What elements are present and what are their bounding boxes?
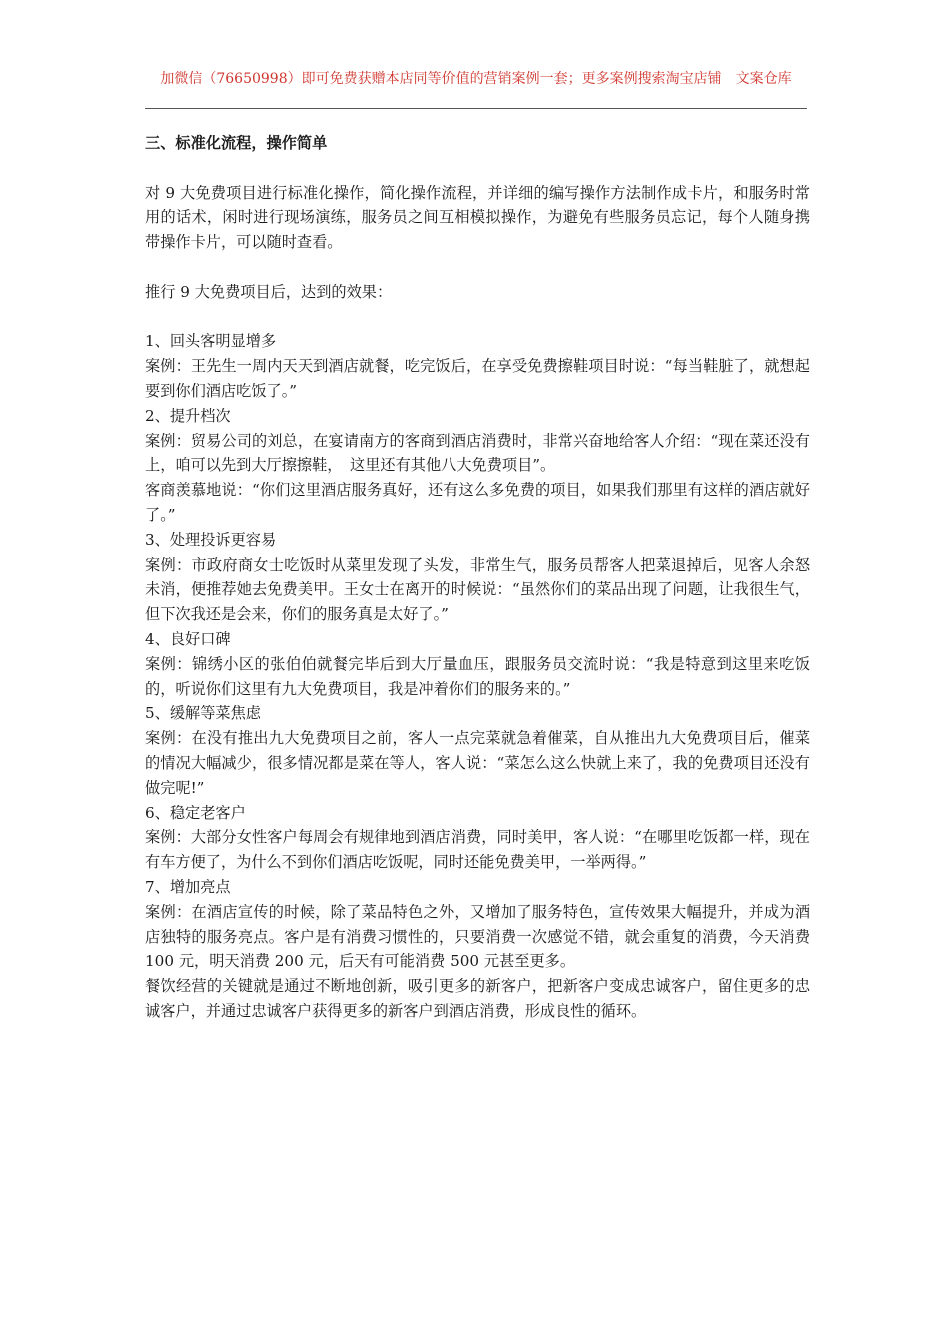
item-heading: 7、增加亮点 — [145, 877, 231, 896]
intro-paragraph: 对 9 大免费项目进行标准化操作，简化操作流程，并详细的编写操作方法制作成卡片，和服务时常用的话术，闲时进行现场演练，服务员之间互相模拟操作，为避免有些服务员忘记，每个人随身携带操作卡片，可以随时查看。 — [145, 183, 810, 252]
case-paragraph: 客商羡慕地说：“你们这里酒店服务真好，还有这么多免费的项目，如果我们那里有这样的酒店就好了。” — [145, 481, 810, 524]
item-heading: 4、良好口碑 — [145, 629, 231, 648]
effects-lead: 推行 9 大免费项目后，达到的效果： — [145, 282, 393, 301]
item-heading: 2、提升档次 — [145, 406, 231, 425]
case-paragraph: 案例：市政府商女士吃饭时从菜里发现了头发，非常生气，服务员帮客人把菜退掉后，见客人余怒未消，便推荐她去免费美甲。王女士在离开的时候说：“虽然你们的菜品出现了问题，让我很生气，但下次我还是会来，你们的服务真是太好了。” — [145, 555, 810, 624]
section-title: 三、标准化流程，操作简单 — [145, 134, 328, 152]
case-paragraph: 案例：贸易公司的刘总，在宴请南方的客商到酒店消费时，非常兴奋地给客人介绍：“现在菜还没有上，咱可以先到大厅擦擦鞋， 这里还有其他八大免费项目”。 — [145, 431, 810, 475]
paragraph-spacer — [145, 305, 810, 330]
case-paragraph: 案例：在酒店宣传的时候，除了菜品特色之外，又增加了服务特色，宣传效果大幅提升，并成为酒店独特的服务亮点。客户是有消费习惯性的，只要消费一次感觉不错，就会重复的消费，今天消费 100 元，明天消费 200 元，后天有可能消费 500 元甚至更多。 — [145, 902, 810, 971]
case-paragraph: 案例：在没有推出九大免费项目之前，客人一点完菜就急着催菜，自从推出九大免费项目后，催菜的情况大幅减少，很多情况都是菜在等人，客人说：“菜怎么这么快就上来了，我的免费项目还没有做完呢!” — [145, 729, 810, 797]
item-heading: 5、缓解等菜焦虑 — [145, 704, 261, 723]
paragraph-spacer — [145, 255, 810, 280]
case-paragraph: 案例：锦绣小区的张伯伯就餐完毕后到大厅量血压，跟服务员交流时说：“我是特意到这里来吃饭的，听说你们这里有九大免费项目，我是冲着你们的服务来的。” — [145, 654, 810, 698]
case-paragraph: 案例：王先生一周内天天到酒店就餐，吃完饭后，在享受免费擦鞋项目时说：“每当鞋脏了，就想起要到你们酒店吃饭了。” — [145, 357, 810, 400]
item-heading: 1、回头客明显增多 — [145, 332, 277, 351]
header-divider — [145, 108, 807, 109]
item-heading: 3、处理投诉更容易 — [145, 530, 277, 549]
header-promo-text: 加微信（76650998）即可免费获赠本店同等价值的营销案例一套；更多案例搜索淘宝店铺 文案仓库 — [160, 71, 792, 87]
case-paragraph: 案例：大部分女性客户每周会有规律地到酒店消费，同时美甲，客人说：“在哪里吃饭都一样，现在有车方便了，为什么不到你们酒店吃饭呢，同时还能免费美甲，一举两得。” — [145, 828, 810, 872]
item-heading: 6、稳定老客户 — [145, 803, 246, 822]
closing-paragraph: 餐饮经营的关键就是通过不断地创新，吸引更多的新客户，把新客户变成忠诚客户，留住更多的忠诚客户，并通过忠诚客户获得更多的新客户到酒店消费，形成良性的循环。 — [145, 977, 810, 1020]
document-body — [145, 131, 810, 1024]
